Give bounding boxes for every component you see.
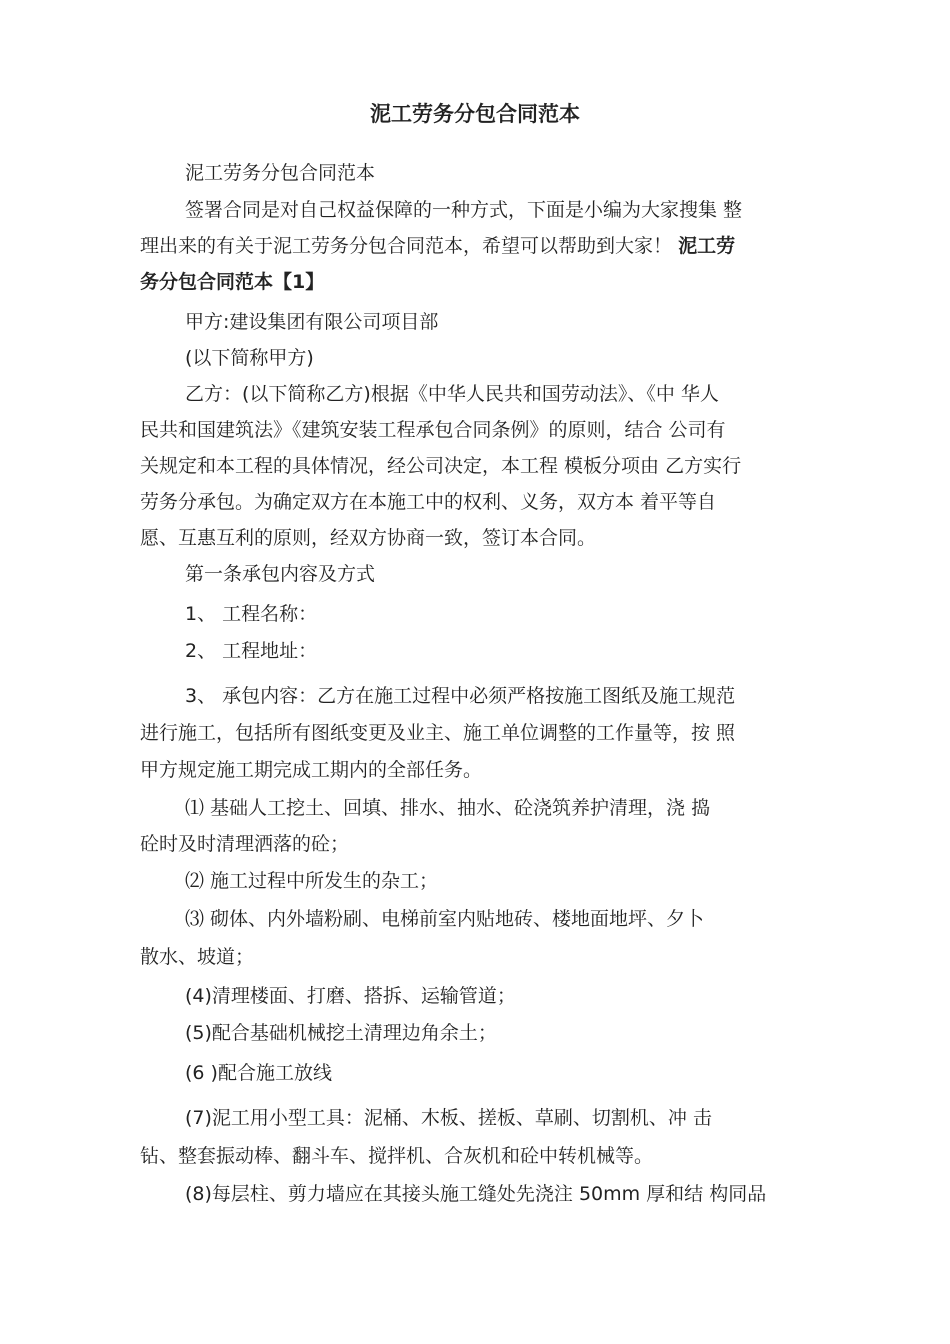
party-b-line-1: 乙方：(以下简称乙方)根据《中华人民共和国劳动法》、《中 华人	[185, 383, 719, 405]
sub-item-7-line-1: (7)泥工用小型工具：泥桶、木板、搓板、草刷、切割机、冲 击	[185, 1107, 712, 1129]
intro-text: 理出来的有关于泥工劳务分包合同范本，希望可以帮助到大家！	[140, 235, 673, 257]
item-scope-line-1: 3、 承包内容：乙方在施工过程中必须严格按施工图纸及施工规范	[185, 685, 736, 707]
section-heading-part-2: 务分包合同范本【1】	[140, 271, 325, 293]
sub-item-7-line-2: 钻、整套振动棒、翻斗车、搅拌机、合灰机和砼中转机械等。	[140, 1145, 654, 1167]
subtitle-line: 泥工劳务分包合同范本	[185, 162, 376, 184]
sub-item-6: (6 )配合施工放线	[185, 1062, 332, 1084]
party-b-line-3: 关规定和本工程的具体情况，经公司决定，本工程 模板分项由 乙方实行	[140, 455, 742, 477]
item-scope-line-3: 甲方规定施工期完成工期内的全部任务。	[140, 759, 483, 781]
sub-item-2: ⑵ 施工过程中所发生的杂工；	[185, 870, 439, 892]
party-a-note: (以下简称甲方)	[185, 347, 314, 369]
sub-item-1-line-2: 砼时及时清理洒落的砼；	[140, 833, 350, 855]
item-project-address: 2、 工程地址：	[185, 640, 318, 662]
intro-line-2	[140, 233, 735, 259]
sub-item-3-line-1: ⑶ 砌体、内外墙粉刷、电梯前室内贴地砖、楼地面地坪、夕卜	[185, 908, 705, 930]
document-title: 泥工劳务分包合同范本	[370, 102, 580, 126]
party-b-line-2: 民共和国建筑法》《建筑安装工程承包合同条例》的原则，结合 公司有	[140, 419, 726, 441]
party-a-line: 甲方:建设集团有限公司项目部	[185, 311, 439, 333]
sub-item-5: (5)配合基础机械挖土清理边角余土；	[185, 1022, 497, 1044]
item-scope-line-2: 进行施工，包括所有图纸变更及业主、施工单位调整的工作量等，按 照	[140, 722, 736, 744]
party-b-line-5: 愿、互惠互利的原则，经双方协商一致，签订本合同。	[140, 527, 597, 549]
item-project-name: 1、 工程名称：	[185, 603, 318, 625]
section-heading-part-1: 泥工劳	[678, 235, 736, 257]
sub-item-8-line-1: (8)每层柱、剪力墙应在其接头施工缝处先浇注 50mm 厚和结 构同品	[185, 1183, 767, 1205]
sub-item-4: (4)清理楼面、打磨、搭拆、运输管道；	[185, 985, 516, 1007]
article-1-heading: 第一条承包内容及方式	[185, 563, 376, 585]
sub-item-3-line-2: 散水、坡道；	[140, 946, 255, 968]
sub-item-1-line-1: ⑴ 基础人工挖土、回填、排水、抽水、砼浇筑养护清理，浇 捣	[185, 797, 711, 819]
intro-line-1: 签署合同是对自己权益保障的一种方式，下面是小编为大家搜集 整	[185, 199, 743, 221]
party-b-line-4: 劳务分承包。为确定双方在本施工中的权利、义务，双方本 着平等自	[140, 491, 717, 513]
